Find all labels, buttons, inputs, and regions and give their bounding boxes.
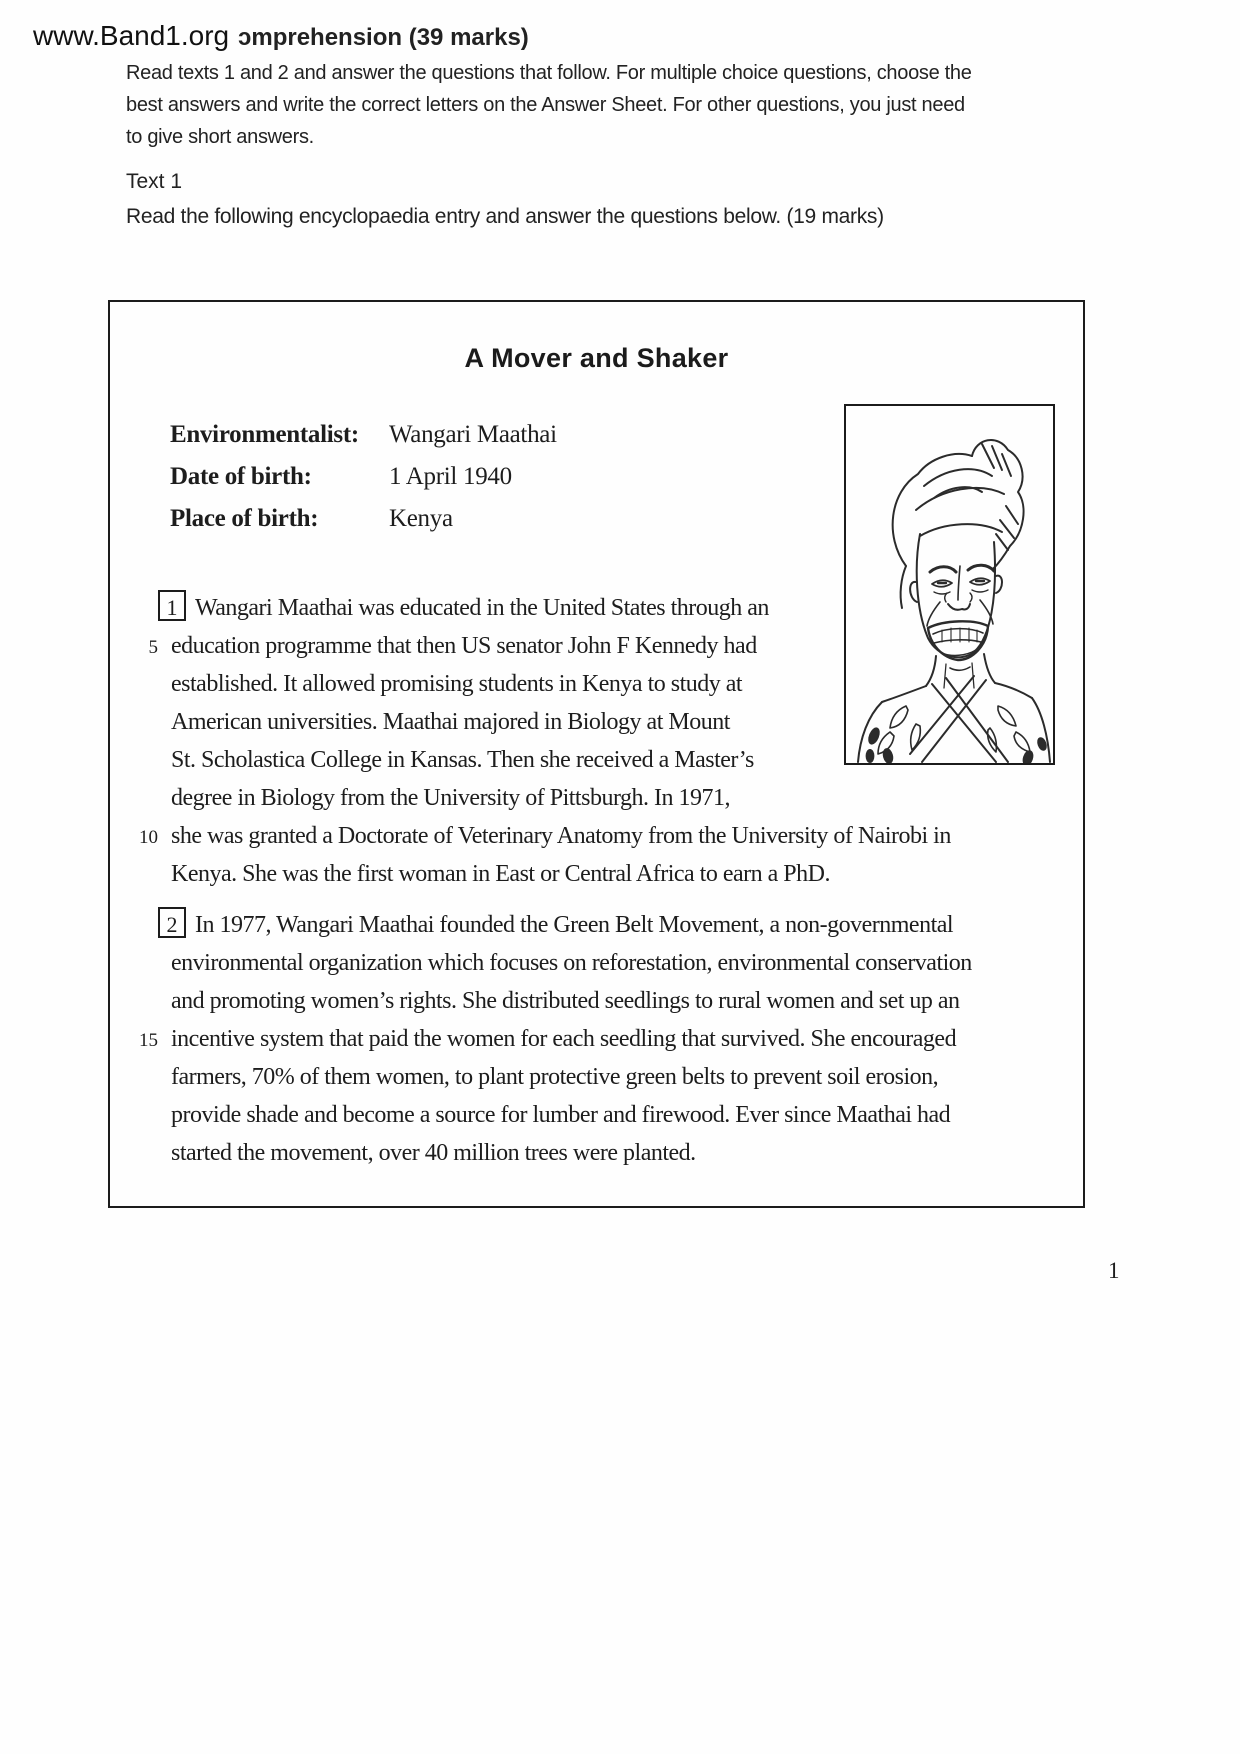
text-line	[110, 779, 1083, 817]
line-text: farmers, 70% of them women, to plant protective green belts to prevent soil erosion,	[171, 1064, 939, 1090]
text1-intro: Read the following encyclopaedia entry and answer the questions below. (19 marks)	[126, 205, 884, 228]
portrait-frame	[844, 404, 1055, 765]
instructions	[126, 57, 972, 153]
line-number: 5	[148, 637, 158, 658]
paragraph-2	[110, 906, 1083, 1172]
entry-title: A Mover and Shaker	[464, 343, 729, 373]
line-text: environmental organization which focuses on reforestation, environmental conservation	[171, 950, 972, 976]
line-text: she was granted a Doctorate of Veterinary Anatomy from the University of Nairobi in	[171, 823, 951, 849]
line-text: American universities. Maathai majored in Biology at Mount	[171, 709, 730, 735]
text-line	[110, 906, 1083, 944]
paragraph-number-box: 2	[158, 907, 186, 938]
watermark: www.Band1.org	[33, 20, 230, 51]
line-text: Wangari Maathai was educated in the United States through an	[195, 595, 769, 621]
text-line	[110, 982, 1083, 1020]
line-text: In 1977, Wangari Maathai founded the Green Belt Movement, a non-governmental	[195, 912, 954, 938]
info-value: 1 April 1940	[389, 463, 512, 490]
info-label: Date of birth:	[170, 463, 312, 490]
line-text: provide shade and become a source for lumber and firewood. Ever since Maathai had	[171, 1102, 951, 1128]
line-text: and promoting women’s rights. She distributed seedlings to rural women and set up an	[171, 988, 960, 1014]
info-label: Environmentalist:	[170, 421, 359, 448]
instructions-line: Read texts 1 and 2 and answer the questions that follow. For multiple choice questions, choose the	[126, 62, 972, 84]
section-heading: ɔmprehension (39 marks)	[238, 24, 529, 51]
instructions-line: to give short answers.	[126, 126, 314, 148]
encyclopaedia-entry-box	[108, 300, 1085, 1208]
line-text: started the movement, over 40 million trees were planted.	[171, 1140, 696, 1166]
instructions-line: best answers and write the correct letters on the Answer Sheet. For other questions, you just need	[126, 94, 965, 116]
text-line	[110, 944, 1083, 982]
paragraph-number-box: 1	[158, 590, 186, 621]
info-label: Place of birth:	[170, 505, 319, 532]
text-line	[110, 1096, 1083, 1134]
line-text: education programme that then US senator John F Kennedy had	[171, 633, 757, 659]
line-text: incentive system that paid the women for each seedling that survived. She encouraged	[171, 1026, 957, 1052]
line-text: St. Scholastica College in Kansas. Then she received a Master’s	[171, 747, 754, 773]
text-line	[110, 855, 1083, 893]
text-line	[110, 817, 1083, 855]
page-number: 1	[1108, 1258, 1120, 1283]
line-text: established. It allowed promising students in Kenya to study at	[171, 671, 743, 697]
portrait-illustration	[846, 406, 1053, 763]
text1-label: Text 1	[126, 170, 183, 193]
line-text: degree in Biology from the University of Pittsburgh. In 1971,	[171, 785, 730, 811]
info-value: Wangari Maathai	[389, 421, 557, 448]
line-text: Kenya. She was the first woman in East or Central Africa to earn a PhD.	[171, 861, 830, 887]
line-number: 10	[139, 827, 158, 848]
info-value: Kenya	[389, 505, 453, 532]
line-number: 15	[139, 1030, 158, 1051]
text-line	[110, 1020, 1083, 1058]
text-line	[110, 1058, 1083, 1096]
text-line	[110, 1134, 1083, 1172]
